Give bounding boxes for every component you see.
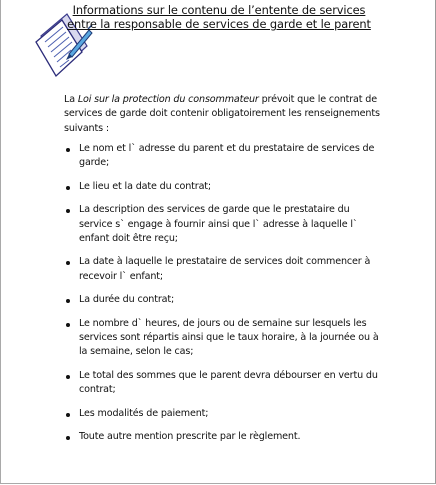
list-item-text: Les modalités de paiement;	[79, 407, 209, 419]
list-item	[65, 180, 383, 194]
bullet-icon	[66, 209, 70, 213]
list-item	[65, 142, 383, 171]
list-item-text: Toute autre mention prescrite par le règlement.	[79, 431, 301, 443]
list-item-text: Le lieu et la date du contrat;	[79, 180, 212, 192]
bullet-icon	[66, 261, 70, 265]
bullet-icon	[66, 323, 70, 327]
law-name: Loi sur la protection du consommateur	[77, 94, 259, 105]
list-item	[65, 203, 383, 246]
list-item-text: La date à laquelle le prestataire de services doit commencer à recevoir l` enfant;	[79, 256, 371, 282]
list-item	[65, 369, 383, 398]
list-item	[65, 430, 383, 444]
list-item	[65, 317, 383, 360]
intro-paragraph	[64, 93, 382, 136]
list-item	[65, 407, 383, 421]
list-item-text: La durée du contrat;	[79, 294, 175, 306]
intro-prefix: La	[64, 94, 78, 105]
bullet-icon	[66, 299, 70, 303]
bullet-icon	[66, 436, 70, 440]
requirements-list	[65, 142, 383, 445]
page-title: Informations sur le contenu de l’entente de services entre la responsable de services de garde et le parent	[67, 3, 371, 31]
list-item-text: La description des services de garde que le prestataire du service s` engage à fournir ainsi que l` adresse à laquelle l` enfant doit être reçu;	[79, 204, 358, 245]
bullet-icon	[66, 186, 70, 190]
bullet-icon	[66, 375, 70, 379]
bullet-icon	[66, 413, 70, 417]
list-item	[65, 293, 383, 307]
list-item-text: Le nombre d` heures, de jours ou de semaine sur lesquels les services sont répartis ainsi que le taux horaire, à la journée ou à la semaine, selon le cas;	[79, 317, 379, 358]
intro-suffix: prévoit que le contrat de services de garde doit contenir obligatoirement les renseignements suivants :	[64, 94, 380, 134]
list-item-text: Le nom et l` adresse du parent et du prestataire de services de garde;	[79, 143, 375, 169]
bullet-icon	[66, 148, 70, 152]
list-item-text: Le total des sommes que le parent devra débourser en vertu du contrat;	[79, 369, 378, 396]
list-item	[65, 255, 383, 284]
